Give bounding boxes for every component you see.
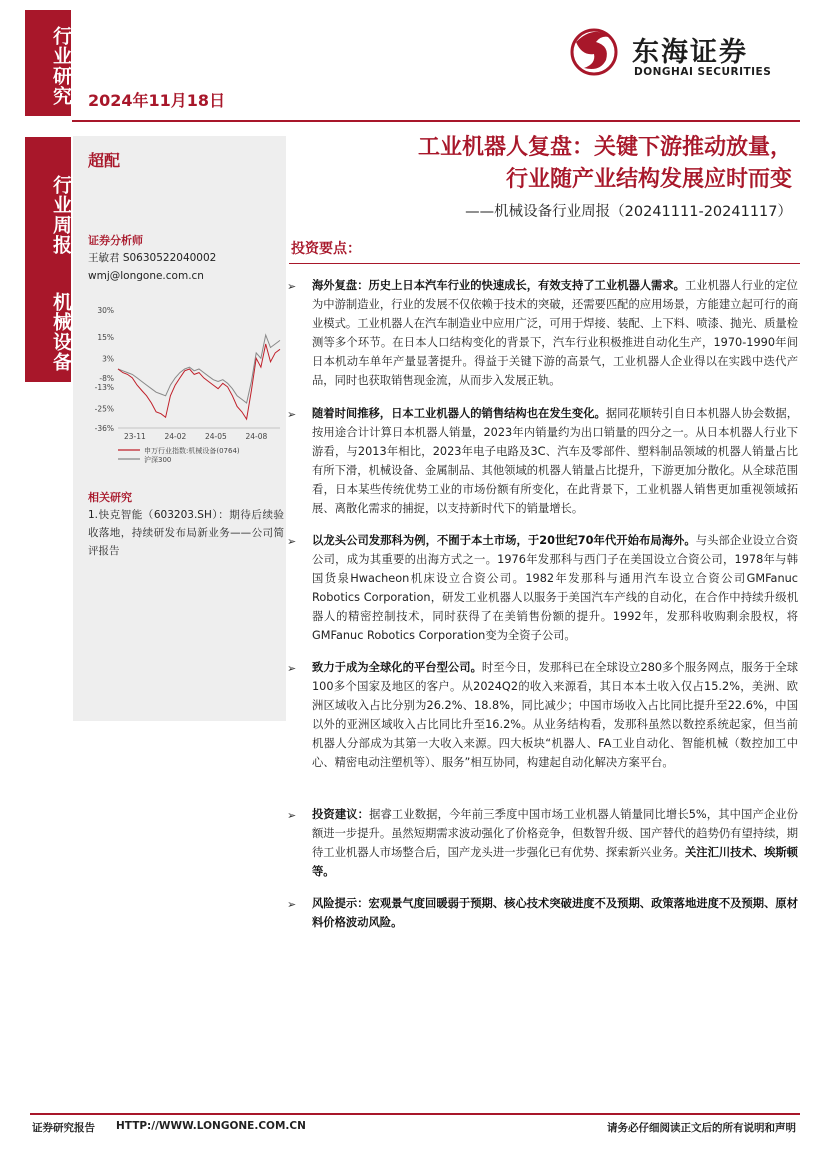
bullet-arrow-icon: ➢ (287, 662, 297, 675)
chart-xtick-label: 24-08 (245, 432, 268, 441)
section-heading: 投资要点： (291, 241, 361, 257)
related-item[interactable]: 1.快克智能（603203.SH）：期待后续验收落地，持续研发布局新业务——公司简评报告 (88, 509, 284, 557)
chart-ytick-label: -8% (99, 373, 114, 383)
related-heading: 相关研究 (88, 491, 132, 504)
bullet-paragraph-6 (312, 894, 798, 932)
bullet-5-text: 据睿工业数据，今年前三季度中国市场工业机器人销量同比增长5%，其中国产企业份额进一步提升。虽然短期需求波动强化了价格竞争，但数智升级、国产替代的趋势仍有望持续，期待工业机器人市场整合后，国产龙头进一步强化已有优势、探索新兴业务。 (312, 808, 798, 859)
header-divider (72, 120, 800, 122)
tag-sector: 机械设备 (25, 270, 71, 382)
bullet-paragraph-3 (312, 531, 798, 645)
bullet-arrow-icon: ➢ (287, 535, 297, 548)
performance-chart (84, 300, 284, 470)
bullet-4-bold: 致力于成为全球化的平台型公司。 (312, 661, 482, 674)
footer-left: 证券研究报告 (32, 1122, 95, 1134)
chart-ytick-label: 30% (97, 306, 114, 315)
logo (566, 24, 796, 84)
chart-legend-label: 申万行业指数:机械设备(0764) (144, 447, 240, 455)
bullet-3-text: 与头部企业设立合资公司，成为其重要的出海方式之一。1976年发那科与西门子在美国设立合资公司，1978年与韩国货泉Hwacheon机床设立合资公司。1982年发那科与通用汽车设立合资公司GMFanuc Robotics Corporation，研发工业机器人以服务于美国汽车产线的自动化，在合作中持续升级机器人的精密控制技术，同时获得了在美销售份额的提升。1992年，发那科收购剩余股权，将GMFanuc Robotics Corporation变为全资子公司。 (312, 534, 798, 642)
analyst-heading: 证券分析师 (88, 234, 143, 247)
chart-legend-label: 沪深300 (144, 456, 172, 464)
bullet-arrow-icon: ➢ (287, 898, 297, 911)
section-divider (289, 263, 800, 264)
bullet-paragraph-5 (312, 805, 798, 881)
chart-xtick-label: 23-11 (124, 432, 146, 441)
bullet-1-bold: 海外复盘：历史上日本汽车行业的快速成长，有效支持了工业机器人需求。 (312, 279, 685, 292)
tag-industry-research: 行业研究 (25, 10, 71, 116)
bullet-paragraph-2 (312, 404, 798, 518)
bullet-arrow-icon: ➢ (287, 809, 297, 822)
bullet-2-bold: 随着时间推移，日本工业机器人的销售结构也在发生变化。 (312, 407, 606, 420)
report-title-line1: 工业机器人复盘：关键下游推动放量， (417, 135, 792, 160)
footer-divider (30, 1113, 800, 1115)
footer-disclaimer: 请务必仔细阅读正文后的所有说明和声明 (607, 1122, 796, 1134)
bullet-4-text: 时至今日，发那科已在全球设立280多个服务网点，服务于全球100多个国家及地区的客户。从2024Q2的收入来源看，其日本本土收入仅占15.2%，美洲、欧洲区域收入占比分别为26.2%、18.8%，同比减少；中国市场收入占比同比提升至22.6%，中国以外的亚洲区域收入占比同比升至16.2%。从业务结构看，发那科虽然以数控系统起家，但当前机器人分部成为其第一大收入来源。四大板块“机器人、FA工业自动化、智能机械（数控加工中心、精密电动注塑机等）、服务”相互协同，构建起自动化解决方案平台。 (312, 661, 798, 769)
logo-text-en: DONGHAI SECURITIES (634, 66, 772, 78)
analyst-name: 王敏君 S0630522040002 (88, 252, 217, 264)
bullet-6-bold: 风险提示：宏观景气度回暖弱于预期、核心技术突破进度不及预期、政策落地进度不及预期、原材料价格波动风险。 (312, 897, 798, 929)
rating-label: 超配 (88, 151, 121, 170)
report-title-line2: 行业随产业结构发展应时而变 (505, 167, 792, 192)
chart-xtick-label: 24-05 (205, 432, 227, 441)
report-date: 2024年11月18日 (88, 91, 226, 110)
report-subtitle: ——机械设备行业周报（20241111-20241117） (465, 204, 792, 220)
tag-weekly: 行业周报 (25, 137, 71, 272)
bullet-arrow-icon: ➢ (287, 280, 297, 293)
bullet-paragraph-4 (312, 658, 798, 772)
chart-ytick-label: -13% (94, 382, 114, 392)
bullet-arrow-icon: ➢ (287, 408, 297, 421)
chart-xtick-label: 24-02 (164, 432, 187, 441)
logo-dragon-icon (566, 24, 628, 80)
chart-ytick-label: -25% (94, 404, 114, 414)
analyst-email: wmj@longone.com.cn (88, 270, 204, 282)
chart-ytick-label: 3% (102, 354, 114, 364)
chart-series-line (118, 335, 280, 403)
logo-text-cn: 东海证券 (632, 37, 748, 68)
bullet-3-bold: 以龙头公司发那科为例，不囿于本土市场，于20世纪70年代开始布局海外。 (312, 534, 696, 547)
footer-url[interactable]: HTTP://WWW.LONGONE.COM.CN (116, 1120, 306, 1132)
chart-ytick-label: -36% (94, 424, 114, 433)
bullet-2-text: 据同花顺转引自日本机器人协会数据，按用途合计计算日本机器人销量，2023年内销量约为出口销量的四分之一。从日本机器人行业下游看，与2013年相比，2023年电子电路及3C、汽车及零部件、塑料制品领域的机器人销量占比有所下滑，机械设备、金属制品、其他领域的机器人销量占比提升，下游更加分散化。从全球范围看，日本某些传统优势工业的市场份额有所变化，在此背景下，工业机器人销售更加重视领域拓展、离散化需求的捕捉，以支持新时代下的销量增长。 (312, 407, 798, 515)
bullet-5-bold: 投资建议： (312, 808, 370, 821)
bullet-5-bold-tail: 关注汇川技术、埃斯顿等。 (312, 846, 798, 878)
chart-ytick-label: 15% (97, 332, 114, 342)
bullet-paragraph-1 (312, 276, 798, 390)
bullet-1-text: 工业机器人行业的定位为中游制造业，行业的发展不仅依赖于技术的突破，还需要匹配的应用场景，方能建立起可行的商业模式。工业机器人在汽车制造业中应用广泛，可用于焊接、装配、上下料、喷漆、抛光、质量检测等多个环节。在日本人口结构变化的背景下，汽车行业积极推进自动化生产，1970-1990年间日本机动车单年产量显著提升。得益于关键下游的高景气，工业机器人企业得以在实践中迭代产品，同时也获取销售现金流，从而步入发展正轨。 (312, 279, 798, 387)
